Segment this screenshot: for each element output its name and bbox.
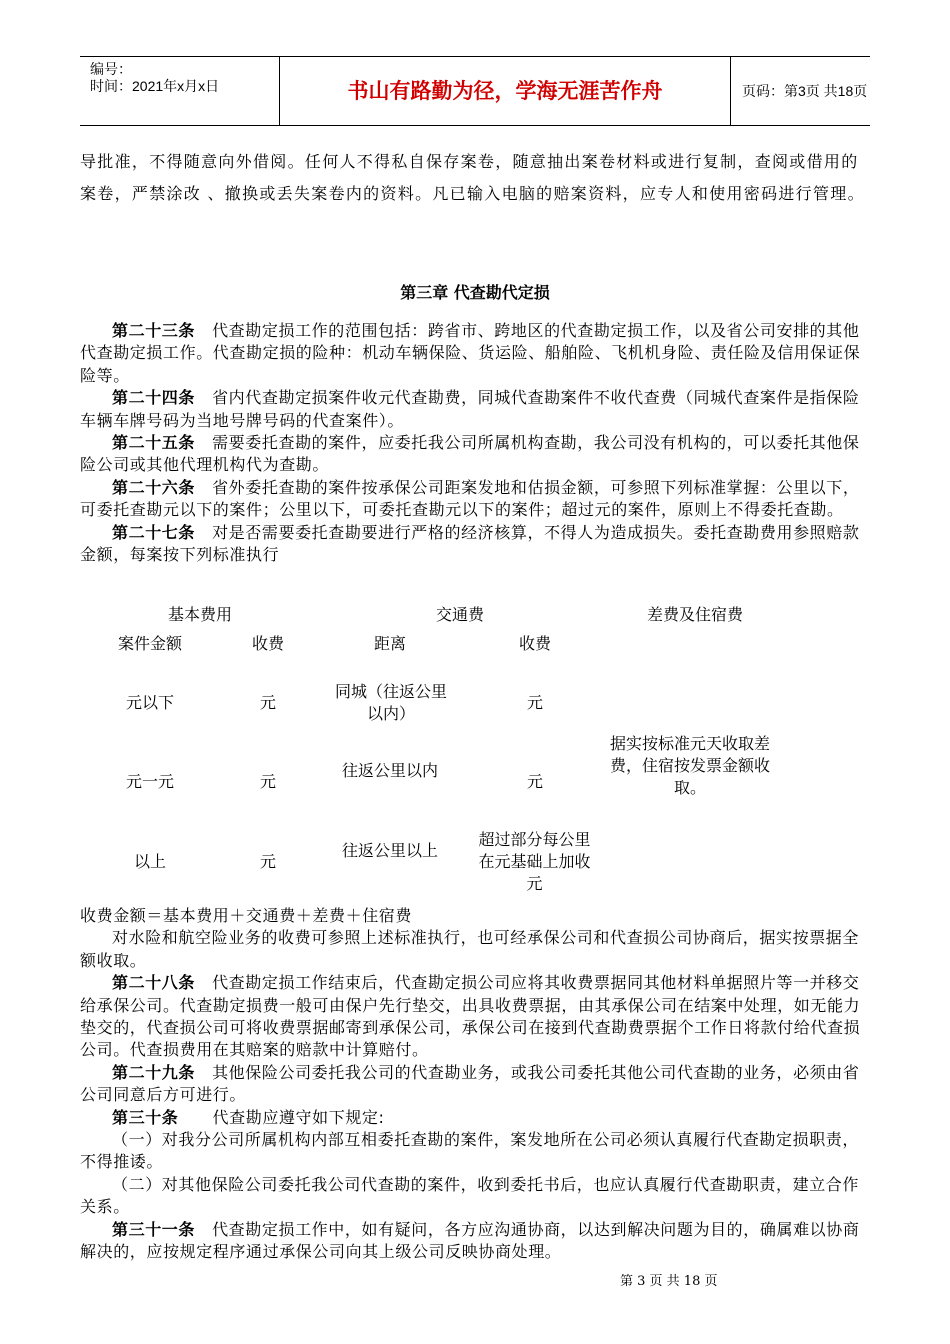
- clause-2: （二）对其他保险公司委托我公司代查勘的案件，收到委托书后，也应认真履行代查勘职责，建立合作关系。: [80, 1174, 860, 1217]
- article-28: 第二十八条 代查勘定损工作结束后，代查勘定损公司应将其收费票据同其他材料单据照片等一并移交给承保公司。代查勘定损费一般可由保户先行垫交，出具收费票据，由其承保公司在结案中处理，如无能力垫交的，代查损公司可将收费票据邮寄到承保公司，承保公司在接到代查勘费票据个工作日将款付给代查损公司。代查损费用在其赔案的赔款中计算赔付。: [80, 973, 861, 1060]
- page-footer: 第 3 页 共 18 页: [620, 1274, 718, 1289]
- header-table: [80, 56, 870, 126]
- row2-distance: 往返公里以内: [341, 761, 438, 780]
- group-header-lodging: 差费及住宿费: [646, 605, 743, 624]
- sub-header-distance: 距离: [373, 634, 406, 653]
- sub-header-transport-fee: 收费: [518, 634, 551, 653]
- lodging-note: 据实按标准元天收取差费，住宿按发票金额收取。: [610, 734, 771, 797]
- articles-block: [80, 320, 870, 566]
- row1-fee: 元: [259, 693, 276, 712]
- article-25: 第二十五条 需要委托查勘的案件，应委托我公司所属机构查勘，我公司没有机构的，可以委托其他保险公司或其他代理机构代为查勘。: [80, 433, 860, 475]
- group-header-transport: 交通费: [435, 605, 484, 624]
- article-24: 第二十四条 省内代查勘定损案件收元代查勘费，同城代查勘案件不收代查费（同城代查案件是指保险车辆车牌号码为当地号牌号码的代查案件）。: [80, 388, 860, 430]
- header-motto: 书山有路勤为径，学海无涯苦作舟: [280, 57, 731, 125]
- clause-1: （一）对我分公司所属机构内部互相委托查勘的案件，案发地所在公司必须认真履行代查勘定损职责，不得推诿。: [80, 1130, 860, 1172]
- article-26: 第二十六条 省外委托查勘的案件按承保公司距案发地和估损金额，可参照下列标准掌握：公里以下，可委托查勘元以下的案件；公里以下，可委托查勘元以下的案件；超过元的案件，原则上不得委托查勘。: [80, 477, 860, 520]
- intro-paragraph: 导批准，不得随意向外借阅。任何人不得私自保存案卷，随意抽出案卷材料或进行复制，查阅或借用的案卷，严禁涂改 、撤换或丢失案卷内的资料。凡已输入电脑的赔案资料，应专人和使用密码进行管理。: [80, 152, 865, 203]
- fee-formula: 收费金额＝基本费用＋交通费＋差费＋住宿费: [80, 906, 413, 925]
- sub-header-fee: 收费: [251, 634, 284, 653]
- row2-fee: 元: [259, 772, 276, 791]
- article-23: 第二十三条 代查勘定损工作的范围包括：跨省市、跨地区的代查勘定损工作，以及省公司安排的其他代查勘定损工作。代查勘定损的险种：机动车辆保险、货运险、船舶险、飞机机身险、责任险及信用保证保险等。: [80, 321, 861, 385]
- article-29: 第二十九条 其他保险公司委托我公司的代查勘业务，或我公司委托其他公司代查勘的业务，必须由省公司同意后方可进行。: [80, 1062, 860, 1105]
- row2-amount: 元一元: [125, 772, 174, 791]
- row2-transport-fee: 元: [526, 772, 543, 791]
- row3-distance: 往返公里以上: [341, 841, 438, 860]
- row3-fee: 元: [259, 852, 276, 871]
- header-page-info: 页码：第3页 共18页: [742, 83, 868, 99]
- row1-transport-fee: 元: [526, 693, 543, 712]
- row1-amount: 元以下: [125, 693, 174, 712]
- sub-header-amount: 案件金额: [117, 634, 182, 653]
- chapter-title: 第三章 代查勘代定损: [400, 283, 550, 302]
- number-label: 编号：: [90, 61, 132, 77]
- group-header-basic: 基本费用: [167, 605, 232, 624]
- header-meta: [80, 57, 280, 125]
- article-27: 第二十七条 对是否需要委托查勘要进行严格的经济核算，不得人为造成损失。委托查勘费用参照赔款金额，每案按下列标准执行: [80, 522, 860, 565]
- after-table-block: [80, 905, 870, 1264]
- row3-amount: 以上: [133, 852, 166, 871]
- after-table-note: 对水险和航空险业务的收费可参照上述标准执行，也可经承保公司和代查损公司协商后，据实按票据全额收取。: [80, 928, 860, 970]
- article-30: 第三十条 代查勘应遵守如下规定:: [112, 1107, 385, 1127]
- time-label: 时间：2021年x月x日: [90, 78, 220, 94]
- row3-transport-fee: 超过部分每公里在元基础上加收元: [478, 830, 591, 893]
- article-31: 第三十一条 代查勘定损工作中，如有疑问，各方应沟通协商，以达到解决问题为目的，确属难以协商解决的，应按规定程序通过承保公司向其上级公司反映协商处理。: [80, 1219, 860, 1262]
- row1-distance: 同城（往返公里以内）: [334, 682, 447, 723]
